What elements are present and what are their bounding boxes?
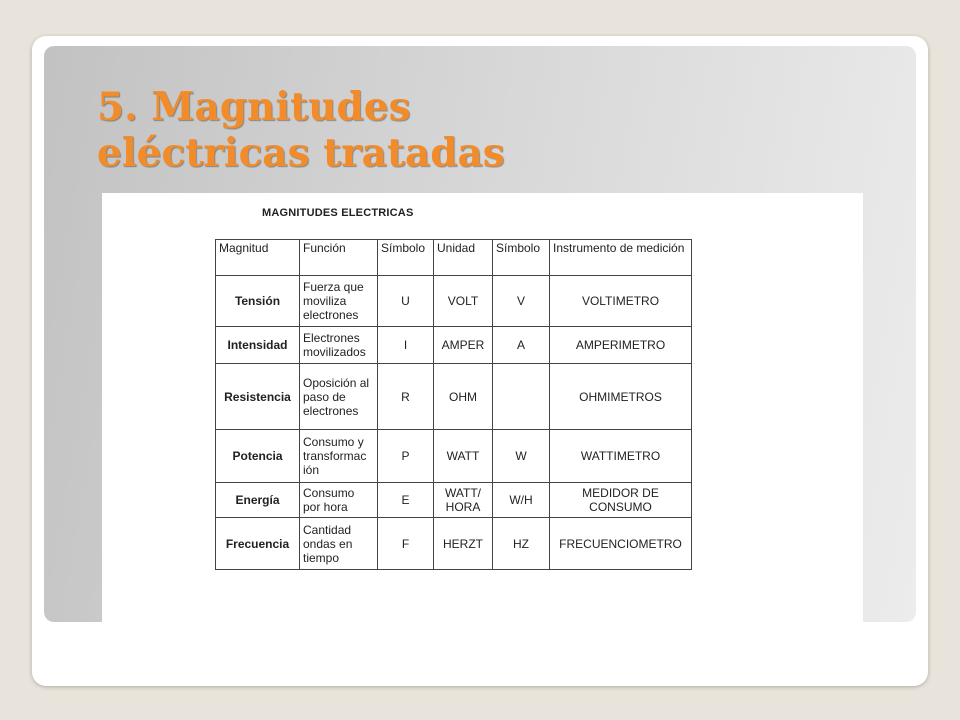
cell-simbolo: U (378, 276, 434, 327)
cell-simbolo-unidad: A (493, 327, 550, 364)
table-row (216, 518, 692, 570)
magnitudes-table-image (102, 193, 863, 622)
cell-simbolo-unidad: W/H (493, 483, 550, 518)
cell-unidad: AMPER (434, 327, 493, 364)
cell-instrumento: VOLTIMETRO (550, 276, 692, 327)
cell-simbolo: R (378, 364, 434, 430)
cell-instrumento: WATTIMETRO (550, 430, 692, 483)
cell-unidad: VOLT (434, 276, 493, 327)
cell-magnitud: Frecuencia (216, 518, 300, 570)
table-row (216, 430, 692, 483)
cell-funcion: Cantidad ondas en tiempo (300, 518, 378, 570)
cell-unidad: HERZT (434, 518, 493, 570)
cell-simbolo-unidad: V (493, 276, 550, 327)
header-simbolo: Símbolo (378, 240, 434, 276)
header-instrumento: Instrumento de medición (550, 240, 692, 276)
cell-magnitud: Intensidad (216, 327, 300, 364)
table-row (216, 327, 692, 364)
header-unidad: Unidad (434, 240, 493, 276)
table-header-row (216, 240, 692, 276)
magnitudes-table (215, 239, 692, 570)
cell-magnitud: Resistencia (216, 364, 300, 430)
cell-funcion: Consumo por hora (300, 483, 378, 518)
table-row (216, 364, 692, 430)
cell-simbolo-unidad (493, 364, 550, 430)
cell-instrumento: FRECUENCIOMETRO (550, 518, 692, 570)
cell-unidad: WATT (434, 430, 493, 483)
cell-simbolo: I (378, 327, 434, 364)
header-simbolo-unidad: Símbolo (493, 240, 550, 276)
slide-title-line-2: eléctricas tratadas (97, 130, 505, 176)
cell-funcion: Fuerza que moviliza electrones (300, 276, 378, 327)
table-heading: MAGNITUDES ELECTRICAS (262, 207, 414, 219)
cell-instrumento: AMPERIMETRO (550, 327, 692, 364)
slide-title-line-1: 5. Magnitudes (97, 84, 411, 130)
cell-magnitud: Potencia (216, 430, 300, 483)
cell-funcion: Consumo y transformac ión (300, 430, 378, 483)
table-row (216, 483, 692, 518)
cell-instrumento: OHMIMETROS (550, 364, 692, 430)
cell-funcion: Electrones movilizados (300, 327, 378, 364)
cell-instrumento: MEDIDOR DE CONSUMO (550, 483, 692, 518)
cell-simbolo-unidad: W (493, 430, 550, 483)
header-funcion: Función (300, 240, 378, 276)
cell-unidad: WATT/ HORA (434, 483, 493, 518)
table-row (216, 276, 692, 327)
cell-funcion: Oposición al paso de electrones (300, 364, 378, 430)
cell-unidad: OHM (434, 364, 493, 430)
cell-simbolo-unidad: HZ (493, 518, 550, 570)
cell-simbolo: F (378, 518, 434, 570)
header-magnitud: Magnitud (216, 240, 300, 276)
slide-title (97, 84, 697, 176)
cell-simbolo: P (378, 430, 434, 483)
cell-simbolo: E (378, 483, 434, 518)
cell-magnitud: Energía (216, 483, 300, 518)
cell-magnitud: Tensión (216, 276, 300, 327)
